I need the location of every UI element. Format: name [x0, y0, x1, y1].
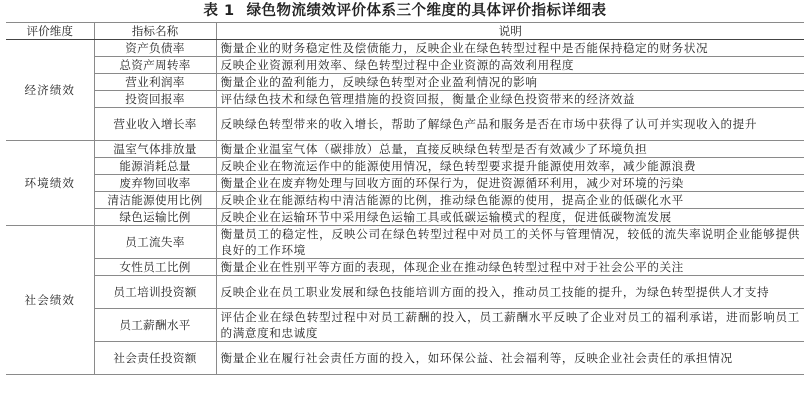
- indicator-name: 员工流失率: [94, 226, 216, 259]
- table-row: [6, 108, 804, 141]
- indicator-description: 反映企业在物流运作中的能源使用情况，绿色转型要求提升能源使用效率，减少能源浪费: [216, 158, 804, 175]
- table-row: [6, 276, 804, 309]
- indicator-table: [6, 22, 804, 375]
- header-row: [6, 23, 804, 40]
- header-indicator: 指标名称: [94, 23, 216, 40]
- dimension-social: 社会绩效: [6, 226, 94, 375]
- indicator-name: 总资产周转率: [94, 57, 216, 74]
- table-row: [6, 91, 804, 108]
- table-row: [6, 309, 804, 342]
- indicator-description: 反映企业在员工职业发展和绿色技能培训方面的投入，推动员工技能的提升，为绿色转型提供人才支持: [216, 276, 804, 309]
- table-row: [6, 141, 804, 158]
- table-row: [6, 342, 804, 375]
- indicator-description: 衡量企业温室气体（碳排放）总量，直接反映绿色转型是否有效减少了环境负担: [216, 141, 804, 158]
- table-row: [6, 74, 804, 91]
- indicator-name: 温室气体排放量: [94, 141, 216, 158]
- indicator-description: 反映企业资源利用效率、绿色转型过程中企业资源的高效利用程度: [216, 57, 804, 74]
- dimension-environmental: 环境绩效: [6, 141, 94, 226]
- indicator-name: 资产负债率: [94, 40, 216, 57]
- dimension-economic: 经济绩效: [6, 40, 94, 141]
- table-row: [6, 192, 804, 209]
- table-row: [6, 158, 804, 175]
- indicator-description: 反映企业在运输环节中采用绿色运输工具或低碳运输模式的程度，促进低碳物流发展: [216, 209, 804, 226]
- header-dimension: 评价维度: [6, 23, 94, 40]
- indicator-description: 衡量员工的稳定性，反映公司在绿色转型过程中对员工的关怀与管理情况，较低的流失率说明企业能够提供良好的工作环境: [216, 226, 804, 259]
- header-description: 说明: [216, 23, 804, 40]
- indicator-name: 营业利润率: [94, 74, 216, 91]
- indicator-name: 员工薪酬水平: [94, 309, 216, 342]
- indicator-description: 衡量企业在废弃物处理与回收方面的环保行为，促进资源循环利用，减少对环境的污染: [216, 175, 804, 192]
- table-number: 表 1: [203, 3, 235, 19]
- table-row: [6, 226, 804, 259]
- indicator-name: 绿色运输比例: [94, 209, 216, 226]
- indicator-description: 衡量企业的财务稳定性及偿债能力，反映企业在绿色转型过程中是否能保持稳定的财务状况: [216, 40, 804, 57]
- indicator-description: 衡量企业的盈利能力，反映绿色转型对企业盈利情况的影响: [216, 74, 804, 91]
- indicator-name: 能源消耗总量: [94, 158, 216, 175]
- indicator-name: 废弃物回收率: [94, 175, 216, 192]
- indicator-description: 反映绿色转型带来的收入增长，帮助了解绿色产品和服务是否在市场中获得了认可并实现收入的提升: [216, 108, 804, 141]
- table-row: [6, 259, 804, 276]
- table-row: [6, 40, 804, 57]
- indicator-description: 评估企业在绿色转型过程中对员工薪酬的投入，员工薪酬水平反映了企业对员工的福利承诺，进而影响员工的满意度和忠诚度: [216, 309, 804, 342]
- indicator-name: 社会责任投资额: [94, 342, 216, 375]
- indicator-description: 反映企业在能源结构中清洁能源的比例，推动绿色能源的使用，提高企业的低碳化水平: [216, 192, 804, 209]
- indicator-name: 营业收入增长率: [94, 108, 216, 141]
- table-title: 绿色物流绩效评价体系三个维度的具体评价指标详细表: [246, 3, 607, 19]
- indicator-name: 清洁能源使用比例: [94, 192, 216, 209]
- indicator-name: 女性员工比例: [94, 259, 216, 276]
- table-row: [6, 57, 804, 74]
- indicator-description: 衡量企业在履行社会责任方面的投入，如环保公益、社会福利等，反映企业社会责任的承担情况: [216, 342, 804, 375]
- indicator-description: 衡量企业在性别平等方面的表现，体现企业在推动绿色转型过程中对于社会公平的关注: [216, 259, 804, 276]
- table-row: [6, 175, 804, 192]
- indicator-name: 投资回报率: [94, 91, 216, 108]
- table-row: [6, 209, 804, 226]
- indicator-description: 评估绿色技术和绿色管理措施的投资回报，衡量企业绿色投资带来的经济效益: [216, 91, 804, 108]
- indicator-name: 员工培训投资额: [94, 276, 216, 309]
- table-caption: [6, 0, 804, 22]
